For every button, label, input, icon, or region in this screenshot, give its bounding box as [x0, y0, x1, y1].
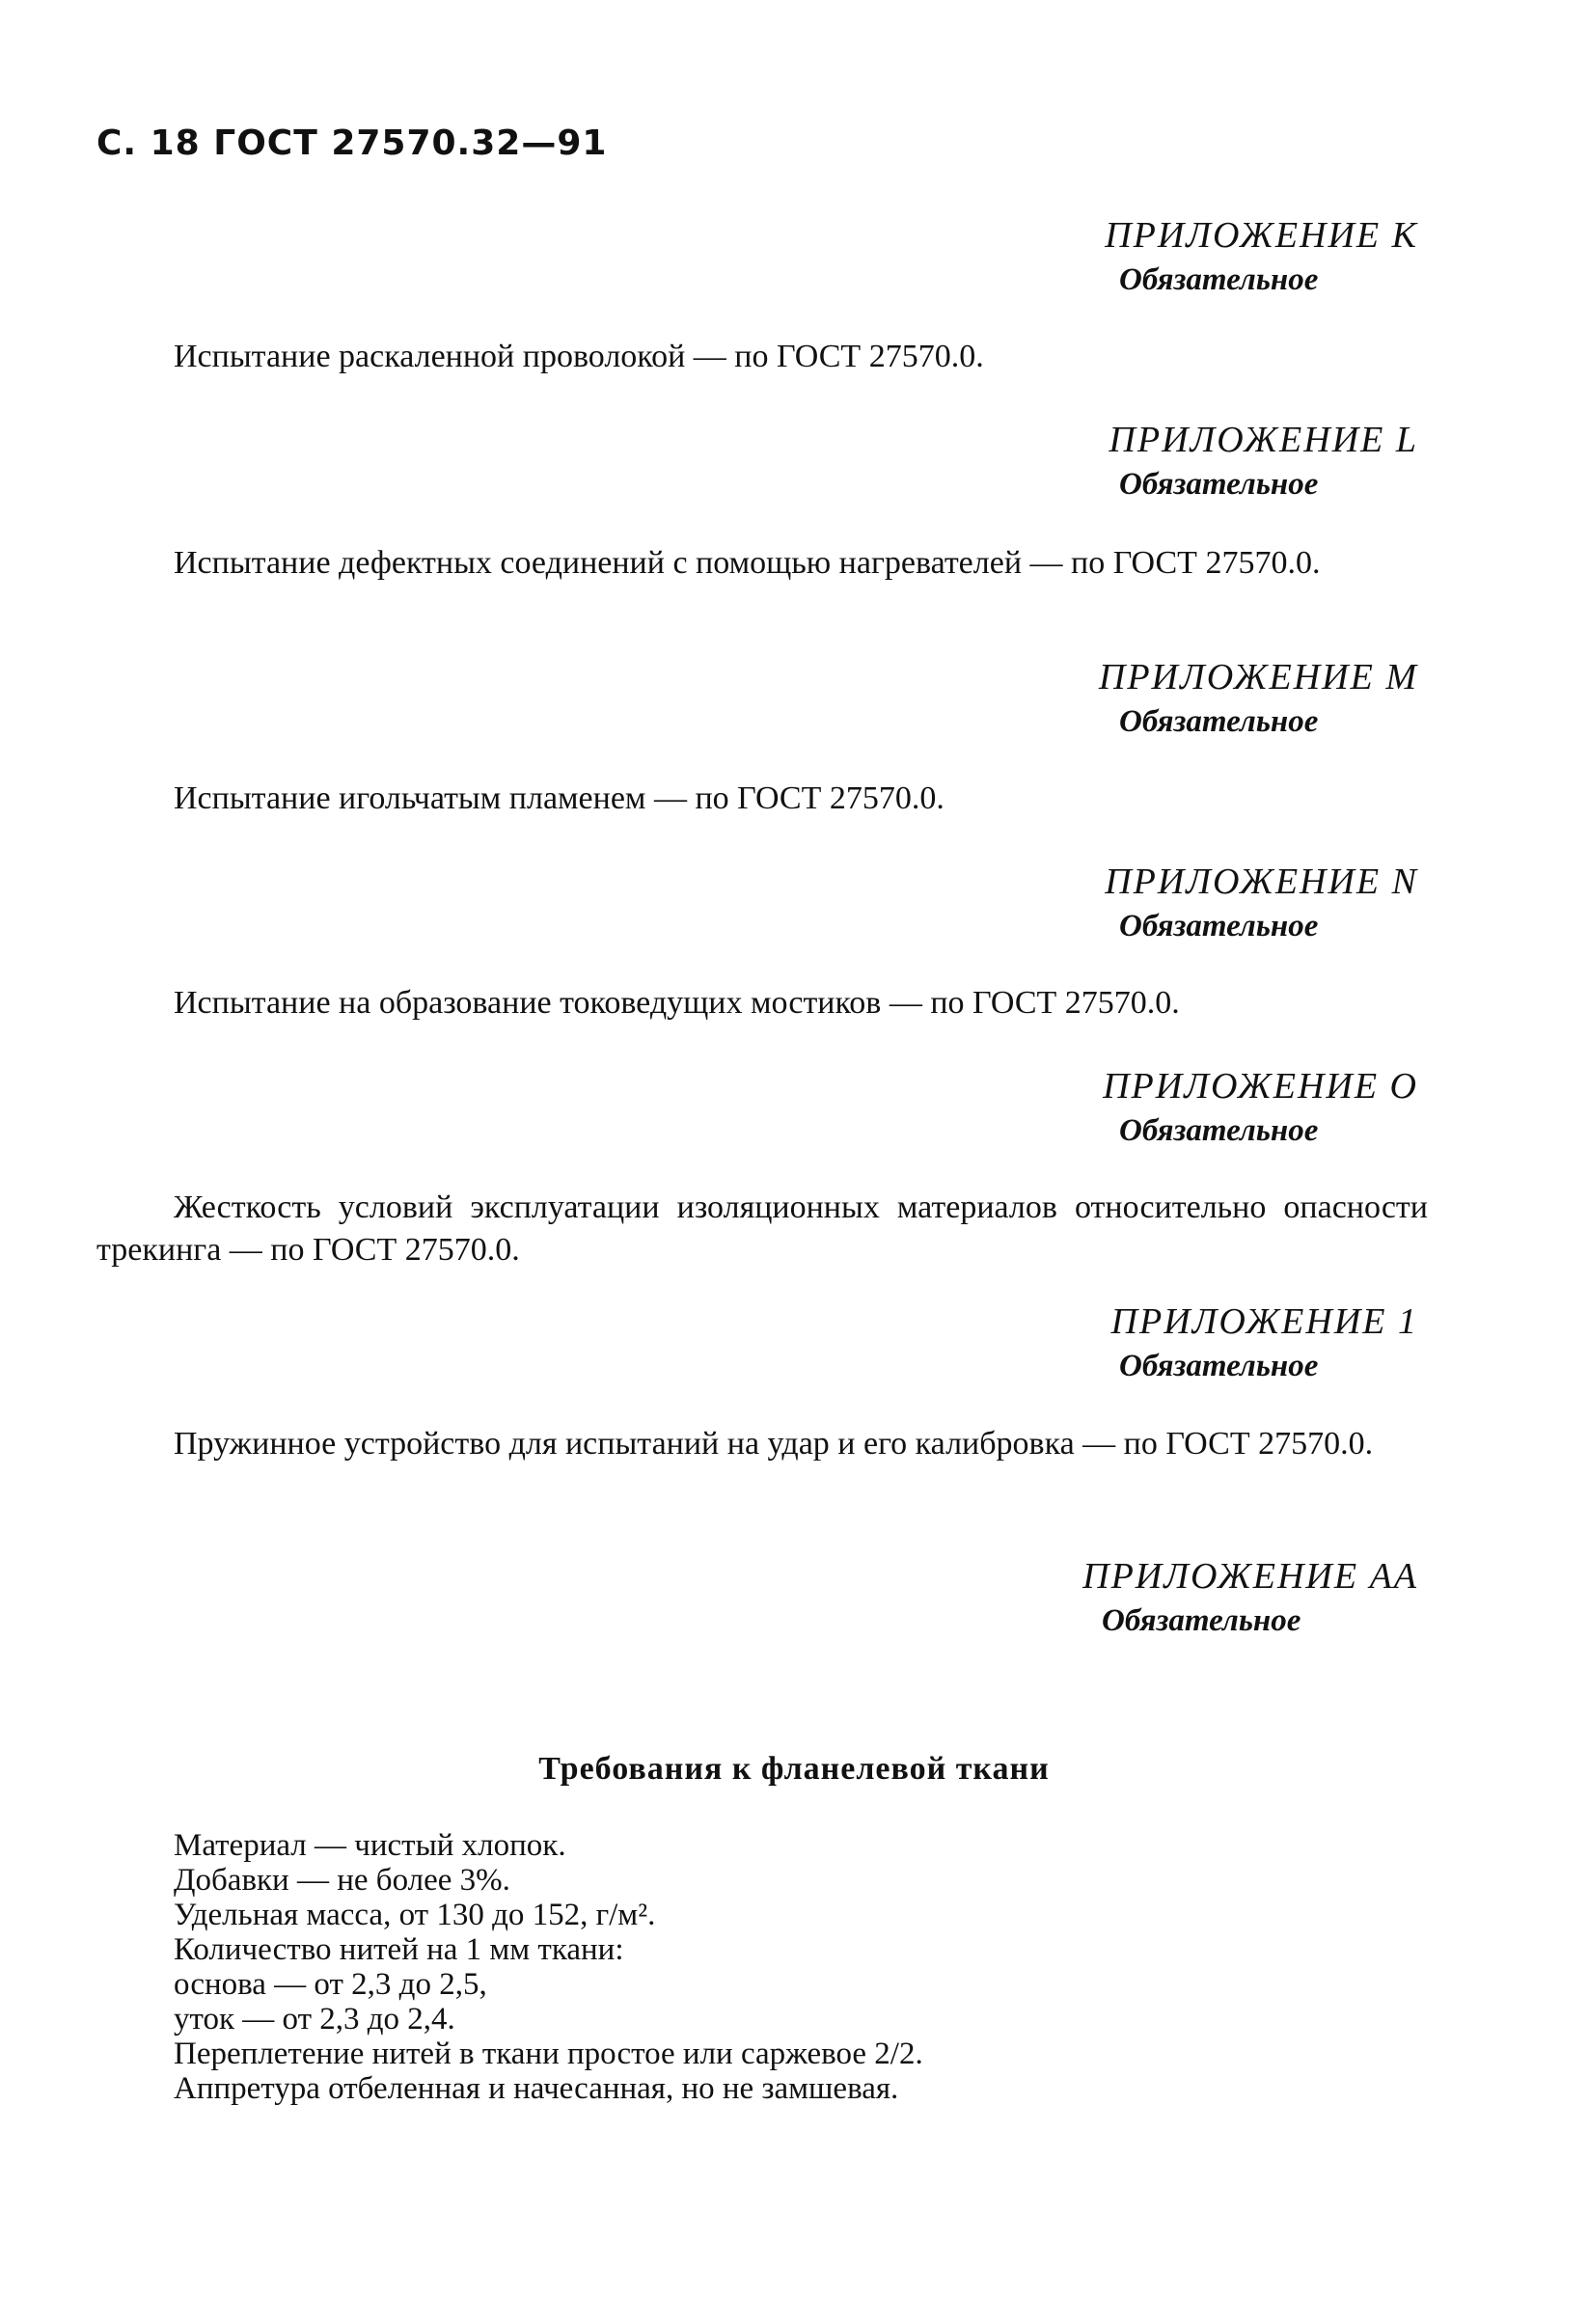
list-item: основа — от 2,3 до 2,5,: [174, 1967, 487, 2002]
list-item: Переплетение нитей в ткани простое или саржевое 2/2.: [174, 2037, 923, 2071]
list-item: уток — от 2,3 до 2,4.: [174, 2002, 455, 2037]
appendix-status: Обязательное: [1102, 1603, 1301, 1638]
appendix-title: ПРИЛОЖЕНИЕ 1: [1110, 1301, 1418, 1342]
list-item: Количество нитей на 1 мм ткани:: [174, 1932, 624, 1967]
appendix-1-heading: [1090, 1300, 1418, 1384]
appendix-m-heading: [1090, 656, 1418, 740]
appendix-status: Обязательное: [1119, 262, 1319, 297]
appendix-m-text: Испытание игольчатым пламенем — по ГОСТ 27570.0.: [174, 780, 945, 816]
appendix-status: Обязательное: [1119, 1113, 1319, 1148]
appendix-l-text: Испытание дефектных соединений с помощью нагревателей — по ГОСТ 27570.0.: [174, 545, 1321, 581]
appendix-1-text: Пружинное устройство для испытаний на удар и его калибровка — по ГОСТ 27570.0.: [174, 1426, 1374, 1462]
appendix-n-heading: [1090, 861, 1418, 944]
page-header: С. 18 ГОСТ 27570.32—91: [96, 123, 608, 163]
appendix-title: ПРИЛОЖЕНИЕ M: [1098, 657, 1418, 697]
appendix-o-text: Жесткость условий эксплуатации изоляционных материалов относительно опасности трекинга — по ГОСТ 27570.0.: [96, 1189, 1428, 1268]
appendix-status: Обязательное: [1119, 909, 1319, 943]
appendix-title: ПРИЛОЖЕНИЕ N: [1105, 861, 1418, 902]
appendix-status: Обязательное: [1119, 467, 1319, 502]
appendix-title: ПРИЛОЖЕНИЕ АА: [1082, 1556, 1418, 1597]
appendix-aa-heading: [1073, 1555, 1418, 1639]
appendix-status: Обязательное: [1119, 1349, 1319, 1383]
appendix-title: ПРИЛОЖЕНИЕ L: [1109, 420, 1418, 460]
appendix-status: Обязательное: [1119, 704, 1319, 739]
appendix-l-heading: [1090, 419, 1418, 503]
appendix-n-text: Испытание на образование токоведущих мостиков — по ГОСТ 27570.0.: [174, 985, 1180, 1021]
requirements-list: [174, 1828, 923, 2106]
list-item: Удельная масса, от 130 до 152, г/м².: [174, 1898, 656, 1932]
section-title: Требования к фланелевой ткани: [538, 1751, 1050, 1787]
appendix-k-text: Испытание раскаленной проволокой — по ГОСТ 27570.0.: [174, 339, 984, 374]
appendix-title: ПРИЛОЖЕНИЕ O: [1103, 1066, 1418, 1107]
appendix-k-heading: [1090, 214, 1418, 298]
appendix-title: ПРИЛОЖЕНИЕ K: [1105, 215, 1418, 256]
list-item: Добавки — не более 3%.: [174, 1863, 510, 1898]
appendix-o-heading: [1090, 1065, 1418, 1149]
list-item: Материал — чистый хлопок.: [174, 1828, 566, 1863]
list-item: Аппретура отбеленная и начесанная, но не замшевая.: [174, 2071, 899, 2106]
